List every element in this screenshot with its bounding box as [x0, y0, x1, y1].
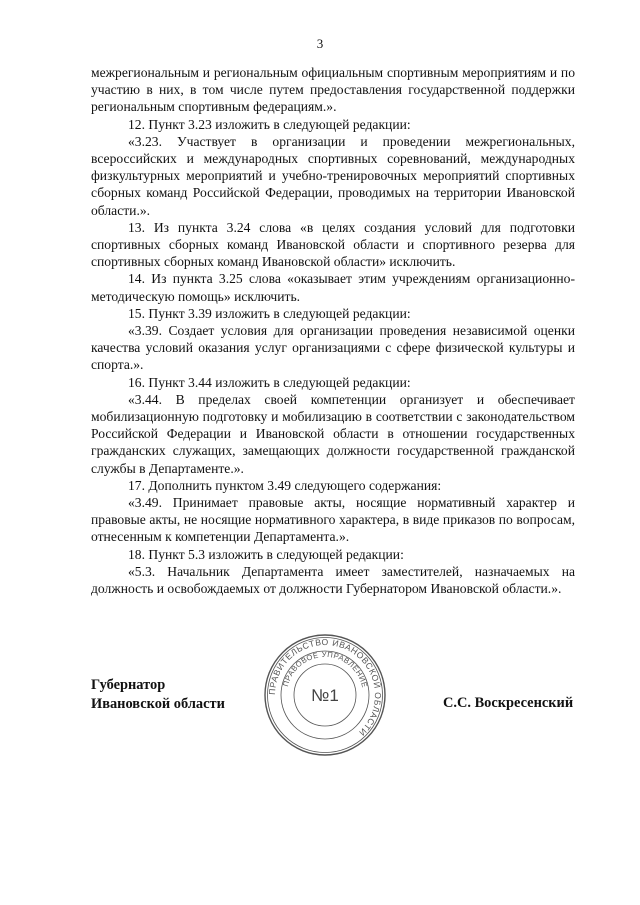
paragraph: «3.49. Принимает правовые акты, носящие нормативный характер и правовые акты, не носящие нормативного характера, в виде приказов по вопросам, отнесенным к компетенции Департамента.».	[91, 495, 575, 545]
signatory-title-line1: Губернатор	[91, 677, 166, 693]
paragraph: 16. Пункт 3.44 изложить в следующей редакции:	[128, 374, 411, 390]
seal-inner-text: ПРАВОВОЕ УПРАВЛЕНИЕ	[281, 649, 370, 689]
official-seal-stamp	[263, 633, 387, 757]
paragraph: 15. Пункт 3.39 изложить в следующей редакции:	[128, 305, 411, 321]
seal-outer-text: ПРАВИТЕЛЬСТВО ИВАНОВСКОЙ ОБЛАСТИ	[266, 636, 384, 739]
paragraph: 14. Из пункта 3.25 слова «оказывает этим учреждениям организационно-методическую помощь» исключить.	[91, 271, 575, 304]
document-body	[91, 64, 575, 597]
paragraph: межрегиональным и региональным официальным спортивным мероприятиям и по участию в них, в том числе путем предоставления государственной поддержки региональным спортивным федерациям.».	[91, 65, 575, 115]
paragraph: «3.39. Создает условия для организации проведения независимой оценки качества условий оказания услуг организациями с сфере физической культуры и спорта.».	[91, 323, 575, 373]
paragraph: «3.44. В пределах своей компетенции организует и обеспечивает мобилизационную подготовку и мобилизацию в соответствии с законодательством Российской Федерации и Ивановской области в отношении государственных гражданских служащих, замещающих должности государственной гражданской службы в Департаменте.».	[91, 391, 575, 476]
paragraph: «5.3. Начальник Департамента имеет заместителей, назначаемых на должность и освобождаемых от должности Губернатором Ивановской области.».	[91, 563, 575, 597]
paragraph: 17. Дополнить пунктом 3.49 следующего содержания:	[128, 477, 442, 493]
seal-center-number: №1	[311, 686, 339, 705]
paragraph: «3.23. Участвует в организации и проведении межрегиональных, всероссийских и международных спортивных соревнований, международных физкультурных мероприятий и учебно-тренировочных мероприятий спортивных сборных команд Российской Федерации, проводимых на территории Ивановской области.».	[91, 133, 575, 218]
signatory-title-line2: Ивановской области	[91, 696, 225, 712]
signatory-name: С.С. Воскресенский	[443, 695, 574, 711]
paragraph: 18. Пункт 5.3 изложить в следующей редакции:	[128, 546, 404, 562]
signatory-title	[91, 676, 225, 714]
paragraph: 12. Пункт 3.23 изложить в следующей редакции:	[128, 116, 411, 132]
paragraph: 13. Из пункта 3.24 слова «в целях создания условий для подготовки спортивных сборных команд Ивановской области и спортивного резерва для спортивных сборных команд Ивановской области» исключить.	[91, 219, 575, 270]
page-number: 3	[316, 36, 324, 51]
